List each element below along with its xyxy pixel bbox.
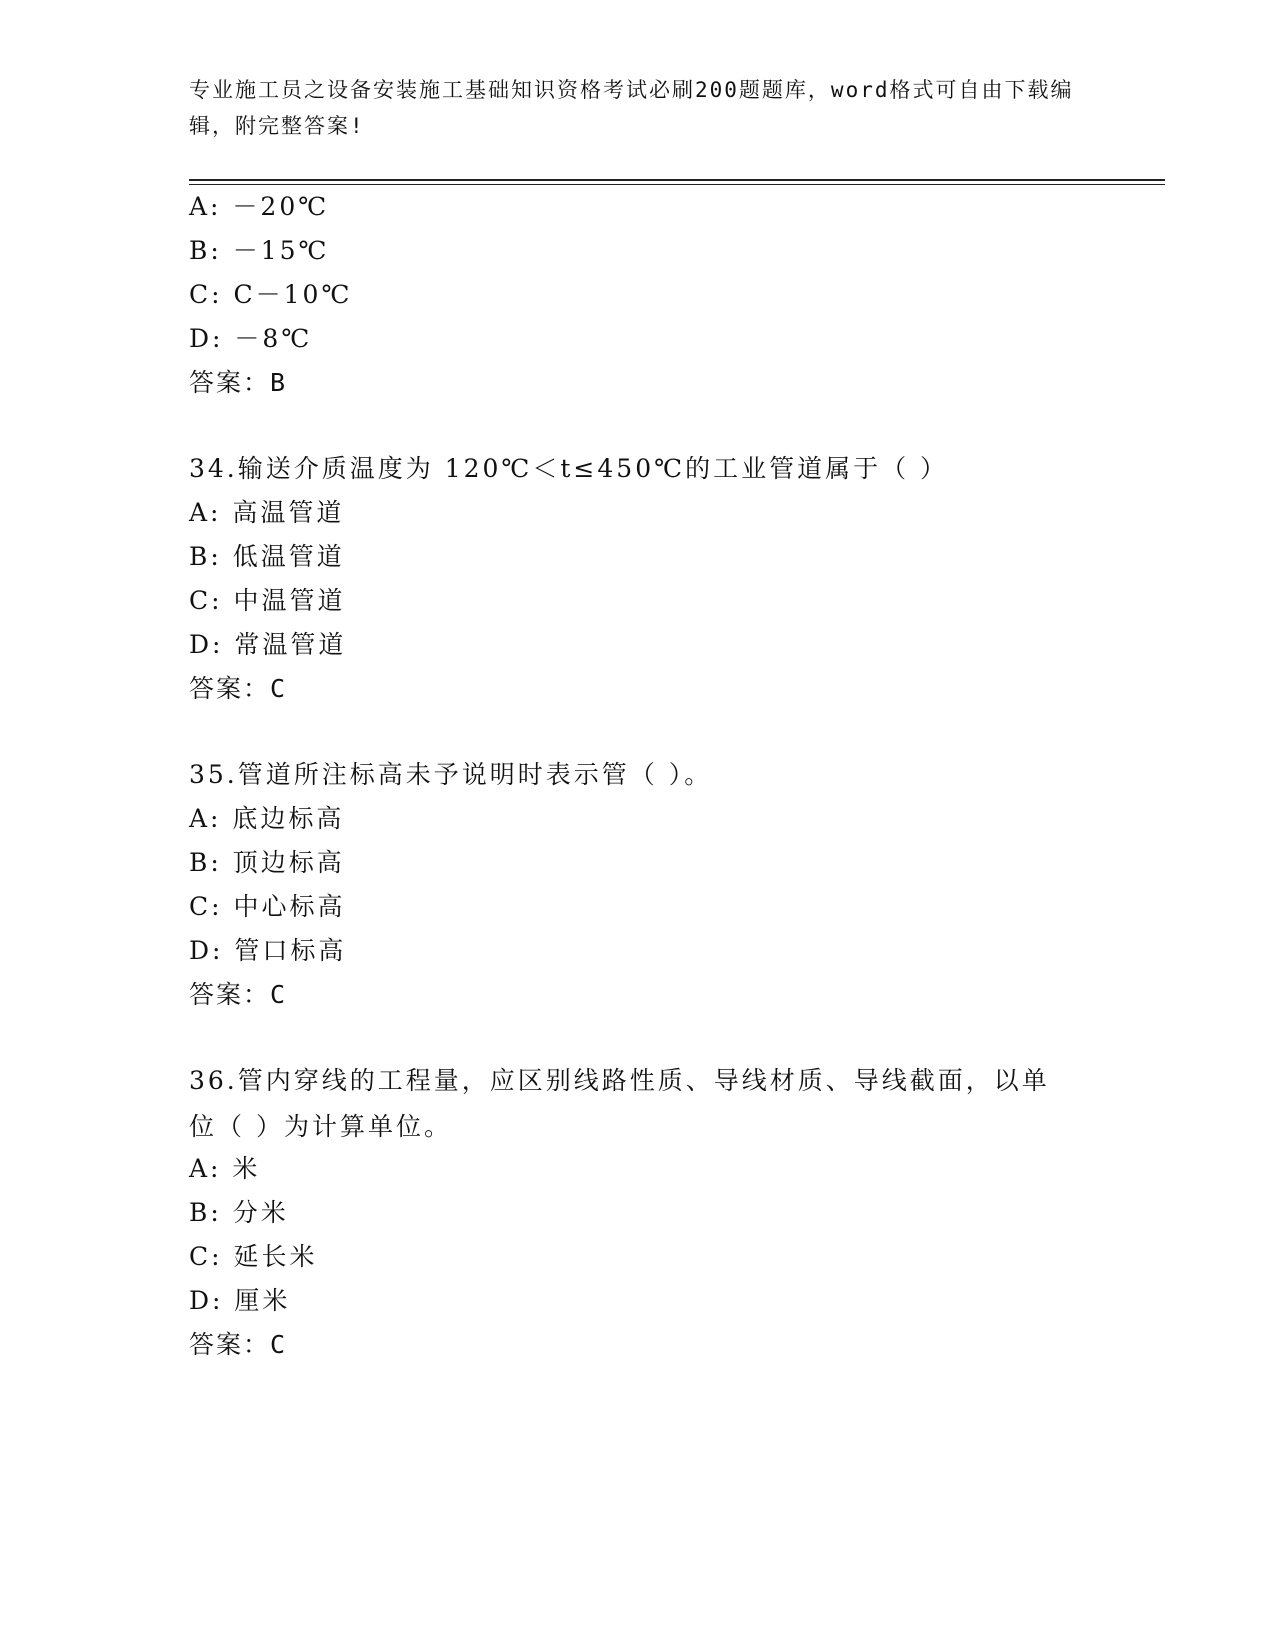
option-a: A: 底边标高 [189,804,345,833]
answer-label: 答案：C [189,980,288,1009]
option-c: C: 中心标高 [189,892,346,921]
option-c: C: 中温管道 [189,586,346,615]
option-c: C: 延长米 [189,1242,318,1271]
option-d: D: 管口标高 [189,936,347,965]
document-header-title: 专业施工员之设备安装施工基础知识资格考试必刷200题题库，word格式可自由下载编辑，附完整答案! [189,78,1074,138]
option-a: A: 高温管道 [189,498,345,527]
answer-label: 答案：C [189,674,288,703]
answer-label: 答案：B [189,368,288,397]
option-b: B: －15℃ [189,236,330,265]
header-divider-thin [189,184,1165,185]
option-c: C: C－10℃ [189,280,353,309]
option-d: D: －8℃ [189,324,313,353]
question-stem: 34.输送介质温度为 120℃＜t≤450℃的工业管道属于（ ） [189,454,949,483]
option-b: B: 分米 [189,1198,289,1227]
option-a: A: 米 [189,1154,261,1183]
question-stem: 35.管道所注标高未予说明时表示管（ ）。 [189,760,713,789]
option-b: B: 顶边标高 [189,848,345,877]
header-divider-thick [189,179,1165,181]
option-b: B: 低温管道 [189,542,345,571]
option-d: D: 常温管道 [189,630,347,659]
answer-label: 答案：C [189,1330,288,1359]
option-a: A: －20℃ [189,192,330,221]
option-d: D: 厘米 [189,1286,291,1315]
question-stem: 36.管内穿线的工程量，应区别线路性质、导线材质、导线截面，以单位（ ）为计算单位。 [189,1066,1050,1141]
